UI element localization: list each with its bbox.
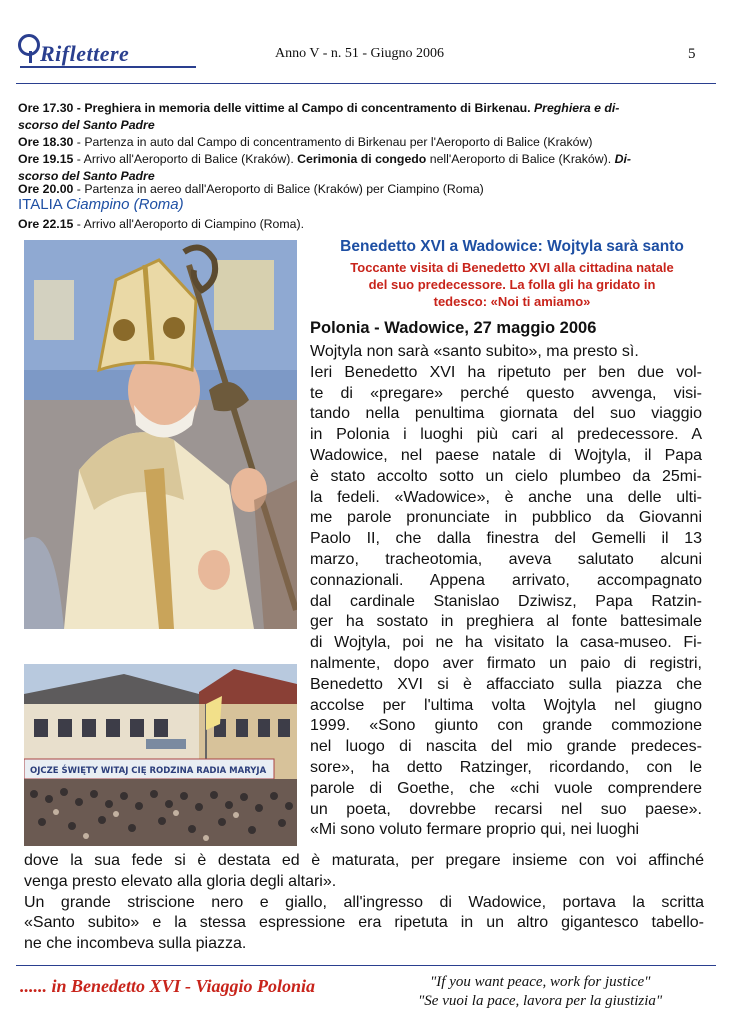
- schedule-time: Ore 22.15: [18, 217, 74, 231]
- article-line: di Wojtyla, poi ne ha visitato la casa-museo. Fi-: [310, 634, 702, 652]
- schedule-item: [18, 134, 718, 151]
- article-line: parole di Goethe, che «chi vuole comprendere: [310, 779, 702, 797]
- masthead-brand: Riflettere: [40, 41, 130, 66]
- article-dateline: Polonia - Wadowice, 27 maggio 2006: [310, 319, 597, 337]
- crowd-banner-text: OJCZE ŚWIĘTY WITAJ CIĘ RODZINA RADIA MARYJA: [30, 766, 267, 776]
- schedule-item: [18, 100, 718, 134]
- article-line: la fedeli. «Wadowice», è anche una delle ulti-: [310, 488, 702, 506]
- schedule-item: [18, 216, 718, 233]
- article-line: è stato accolto sotto un cielo plumbeo da 25mi-: [310, 467, 702, 485]
- schedule-emphasis: scorso del Santo Padre: [18, 169, 155, 183]
- schedule-item: [18, 151, 718, 185]
- article-line: Wadowice, nel paese natale di Wojtyla, il Papa: [310, 446, 702, 464]
- article-title: Benedetto XVI a Wadowice: Wojtyla sarà santo: [340, 238, 684, 255]
- article-line: «Santo subito» e la stessa espressione era ripetuta in un altro gigantesco tabello-: [24, 914, 704, 932]
- article-line: «Mi sono voluto fermare proprio qui, nei luoghi: [310, 821, 640, 839]
- article-line: tando nella penultima giornata del suo viaggio: [310, 405, 702, 423]
- schedule-emphasis: Preghiera e di-: [533, 101, 620, 115]
- schedule-time: Ore 20.00: [18, 182, 74, 196]
- article-line: accolse per l'ultima volta Wojtyla nel giugno: [310, 696, 702, 714]
- footer-quote-italian: "Se vuoi la pace, lavora per la giustizia": [418, 993, 663, 1009]
- footer-section-title: ...... in Benedetto XVI - Viaggio Polonia: [20, 976, 316, 996]
- article-line: dove la sua fede si è destata ed è maturata, per pregare insieme con voi affinché: [24, 852, 704, 869]
- article-line: Paolo II, che dalla finestra del Gemelli il 13: [310, 530, 702, 548]
- article-subtitle-line: Toccante visita di Benedetto XVI alla cittadina natale: [350, 260, 674, 275]
- destination-country: ITALIA: [18, 196, 62, 213]
- schedule-time: Ore 18.30: [18, 135, 74, 149]
- article-subtitle: [312, 259, 712, 310]
- footer-divider: [16, 965, 716, 966]
- article-line: un poeta, dovrebbe recarsi nel suo paese».: [310, 800, 702, 818]
- schedule-emphasis: Di-: [614, 152, 631, 166]
- logo-mark-icon: [18, 34, 40, 56]
- destination-place: Ciampino (Roma): [66, 196, 184, 213]
- article-subtitle-line: tedesco: «Noi ti amiamo»: [433, 294, 591, 309]
- pope-photo: [24, 240, 297, 629]
- article-line: nel luogo di nascita del mio grande predeces-: [310, 738, 702, 756]
- schedule-text: - Partenza in auto dal Campo di concentramento di Birkenau per l'Aeroporto di Balice (Kraków): [73, 135, 593, 149]
- crowd-photo: [24, 664, 297, 846]
- schedule-text: - Arrivo all'Aeroporto di Balice (Kraków).: [73, 152, 298, 166]
- schedule-text: nell'Aeroporto di Balice (Kraków).: [426, 152, 615, 166]
- schedule-text: - Arrivo all'Aeroporto di Ciampino (Roma).: [73, 217, 304, 231]
- article-line: venga presto elevato alla gloria degli altari».: [24, 872, 337, 890]
- article-line: nalmente, dopo aver firmato un paio di registri,: [310, 654, 702, 672]
- article-line: dal cardinale Stanislao Dziwisz, Papa Ratzin-: [310, 592, 702, 610]
- article-body-full: [24, 851, 704, 955]
- logo-underline: [20, 66, 196, 68]
- schedule-text: - Preghiera in memoria delle vittime al Campo di concentramento di Birkenau.: [73, 101, 534, 115]
- article-line: ne che incombeva sulla piazza.: [24, 935, 247, 953]
- article-line: Un grande striscione nero e giallo, all'ingresso di Wadowice, portava la scritta: [24, 893, 704, 911]
- header-divider: [16, 83, 716, 84]
- schedule-highlight: Cerimonia di congedo: [297, 152, 427, 166]
- schedule-time: Ore 17.30: [18, 101, 74, 115]
- destination-heading: [18, 196, 184, 213]
- article-line: ger ha sostato in preghiera al fonte battesimale: [310, 613, 702, 631]
- article-line: me parole pronunciate in pubblico da Giovanni: [310, 509, 702, 527]
- issue-info: Anno V - n. 51 - Giugno 2006: [275, 46, 445, 61]
- article-line: Wojtyla non sarà «santo subito», ma presto sì.: [310, 343, 639, 360]
- article-line: in Polonia i luoghi più cari al predecessore. A: [310, 426, 702, 444]
- crowd-photo-illustration: [24, 664, 297, 846]
- article-line: connazionali. Appena arrivato, accompagnato: [310, 571, 702, 589]
- article-line: sore», ha detto Ratzinger, ricordando, con le: [310, 758, 702, 776]
- masthead-logo: [16, 34, 198, 70]
- article-line: Benedetto XVI si è affacciato sulla piazza che: [310, 675, 702, 693]
- schedule-time: Ore 19.15: [18, 152, 74, 166]
- article-line: Ieri Benedetto XVI ha ripetuto per ben due vol-: [310, 363, 702, 381]
- article-line: marzo, tracheotomia, aveva salutato alcuni: [310, 550, 702, 568]
- article-subtitle-line: del suo predecessore. La folla gli ha gridato in: [368, 277, 656, 292]
- pope-photo-illustration: [24, 240, 297, 629]
- article-line: te di «pregare» perché questo avvenga, visi-: [310, 384, 702, 402]
- schedule-text: - Partenza in aereo dall'Aeroporto di Balice (Kraków) per Ciampino (Roma): [73, 182, 484, 196]
- footer-quote-english: "If you want peace, work for justice": [430, 974, 651, 990]
- schedule-emphasis: scorso del Santo Padre: [18, 118, 155, 132]
- article-body-right: [310, 342, 702, 841]
- page-number: 5: [688, 46, 696, 62]
- article-line: 1999. «Sono giunto con grande commozione: [310, 717, 702, 735]
